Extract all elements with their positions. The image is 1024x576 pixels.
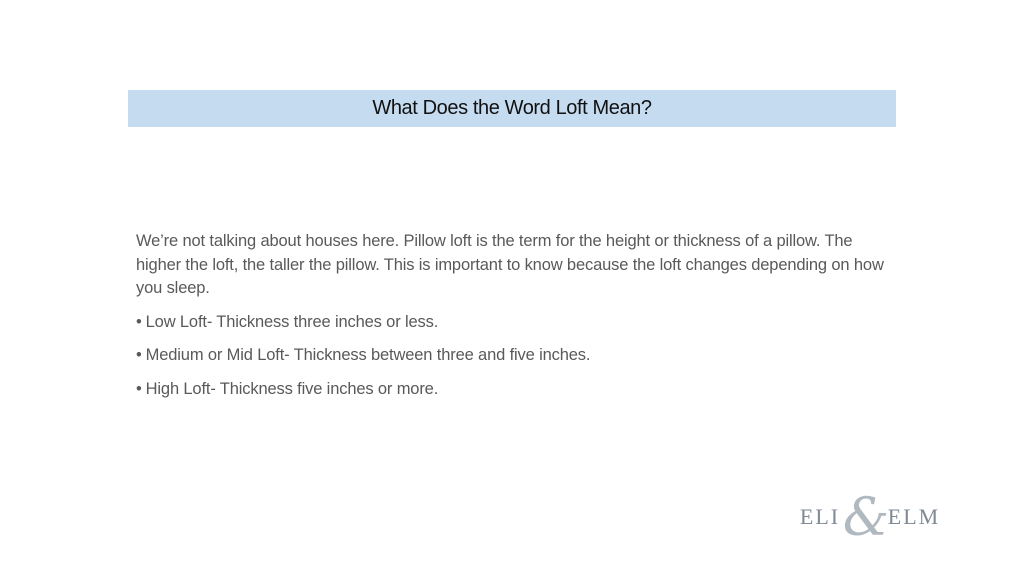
- intro-paragraph: We’re not talking about houses here. Pillow loft is the term for the height or thickness of a pillow. The higher the loft, the taller the pillow. This is important to know because the loft changes depending on how you sleep.: [136, 232, 884, 297]
- eli-elm-logo: [786, 490, 946, 540]
- logo-text-right: ELM: [887, 504, 941, 529]
- logo-ampersand: &: [842, 490, 890, 540]
- bullet-item-mid-loft: [136, 344, 884, 368]
- bullet-text: Low Loft- Thickness three inches or less.: [145, 312, 439, 331]
- bullet-icon: •: [136, 379, 142, 398]
- bullet-icon: •: [136, 312, 142, 331]
- title-bar: [128, 90, 896, 127]
- bullet-item-high-loft: [136, 378, 884, 402]
- logo-text-left: ELI: [799, 504, 841, 529]
- bullet-text: Medium or Mid Loft- Thickness between three and five inches.: [145, 346, 591, 364]
- bullet-text: High Loft- Thickness five inches or more.: [145, 379, 439, 398]
- bullet-icon: •: [136, 346, 142, 364]
- slide-title: What Does the Word Loft Mean?: [372, 97, 652, 119]
- loft-bullet-list: [136, 311, 884, 402]
- bullet-item-low-loft: [136, 311, 884, 335]
- slide-body: [136, 230, 884, 411]
